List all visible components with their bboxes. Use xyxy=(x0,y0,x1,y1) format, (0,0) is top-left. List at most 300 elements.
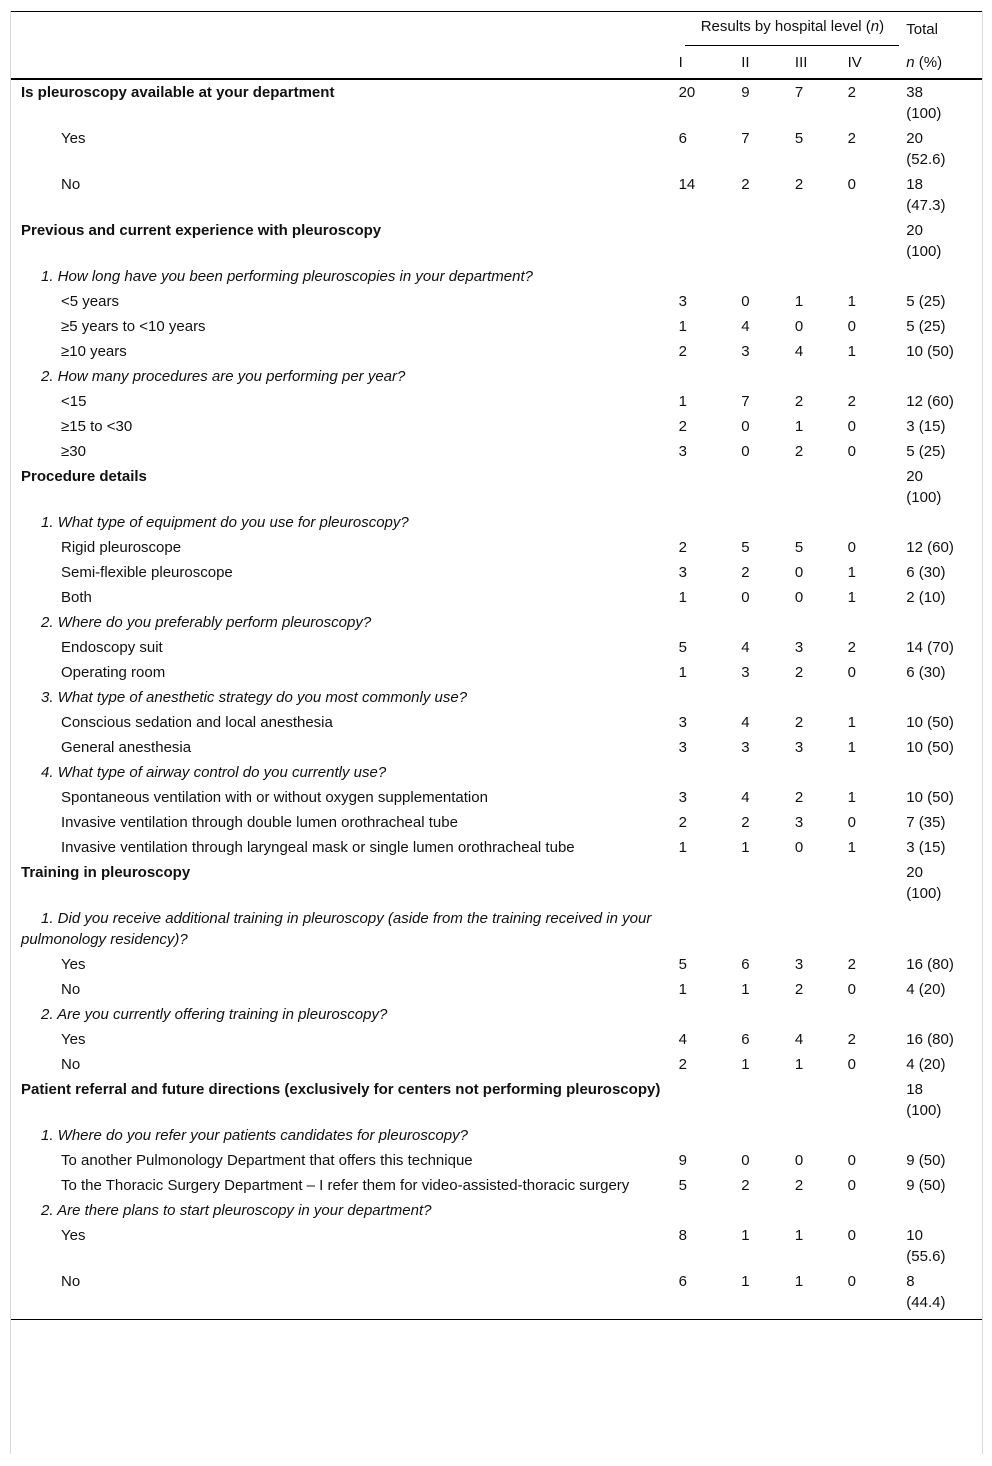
cell-total xyxy=(906,1198,982,1223)
header-blank-2 xyxy=(11,46,679,79)
cell-level-I: 1 xyxy=(678,981,687,998)
total-value: 20 (100) xyxy=(906,468,942,506)
table-row xyxy=(11,1269,982,1320)
cell-level-IV: 0 xyxy=(847,981,856,998)
row-label: Previous and current experience with pleuroscopy xyxy=(21,222,382,239)
total-value: 16 (80) xyxy=(906,1031,954,1048)
total-value: 6 (30) xyxy=(906,564,946,581)
cell-total xyxy=(906,585,982,610)
total-value: 5 (25) xyxy=(906,443,946,460)
group-label-text: Results by hospital level ( xyxy=(700,18,871,35)
cell-level-I: 3 xyxy=(678,739,687,756)
cell-level-II: 7 xyxy=(741,393,750,410)
row-label: Yes xyxy=(61,130,86,147)
cell-level-II xyxy=(741,264,795,289)
cell-level-IV: 0 xyxy=(848,1269,907,1320)
table-row xyxy=(11,1027,982,1052)
table-row xyxy=(11,735,982,760)
row-label: Procedure details xyxy=(21,468,147,485)
table-row xyxy=(11,906,982,952)
total-value: 2 (10) xyxy=(906,589,946,606)
cell-level-III: 3 xyxy=(794,739,804,756)
cell-level-IV: 0 xyxy=(847,1177,856,1194)
table-row xyxy=(11,860,982,906)
table-row xyxy=(11,218,982,264)
cell-level-IV: 0 xyxy=(847,418,856,435)
cell-level-III: 7 xyxy=(794,84,804,101)
row-label: Patient referral and future directions (exclusively for centers not performing pleuroscopy) xyxy=(21,1081,661,1098)
row-label: ≥10 years xyxy=(61,343,127,360)
table-row xyxy=(11,1002,982,1027)
cell-level-III: 0 xyxy=(794,839,804,856)
cell-total xyxy=(906,535,982,560)
cell-total xyxy=(906,560,982,585)
row-label: No xyxy=(61,1056,81,1073)
cell-level-IV xyxy=(848,464,907,510)
total-value: 4 (20) xyxy=(906,1056,946,1073)
cell-level-II xyxy=(741,510,795,535)
cell-total xyxy=(906,860,982,906)
table-row xyxy=(11,464,982,510)
row-label: 2. How many procedures are you performing per year? xyxy=(41,368,406,385)
cell-level-II: 1 xyxy=(741,981,750,998)
cell-total xyxy=(906,952,982,977)
cell-level-IV xyxy=(848,1077,907,1123)
total-value: 10 (50) xyxy=(906,714,954,731)
cell-level-IV: 2 xyxy=(847,956,856,973)
cell-level-II: 6 xyxy=(741,1031,750,1048)
cell-level-II: 2 xyxy=(741,564,750,581)
cell-level-III: 3 xyxy=(794,639,804,656)
cell-level-III: 2 xyxy=(794,714,804,731)
table-row xyxy=(11,1198,982,1223)
cell-level-III: 1 xyxy=(795,1269,848,1320)
table-row xyxy=(11,810,982,835)
cell-level-I xyxy=(679,218,742,264)
total-value: 18 (47.3) xyxy=(906,176,946,214)
table-row xyxy=(11,635,982,660)
total-value: 5 (25) xyxy=(906,318,946,335)
cell-level-III: 0 xyxy=(794,564,804,581)
table-row xyxy=(11,439,982,464)
survey-results-table xyxy=(11,11,982,1320)
cell-level-III xyxy=(795,510,848,535)
row-label: 1. Where do you refer your patients candidates for pleuroscopy? xyxy=(41,1127,468,1144)
row-label: To another Pulmonology Department that offers this technique xyxy=(61,1152,473,1169)
cell-level-II: 5 xyxy=(741,539,750,556)
row-label: 1. Did you receive additional training in pleuroscopy (aside from the training received in your pulmonology residency)? xyxy=(21,910,652,948)
level-III-header: III xyxy=(795,46,848,79)
table-row xyxy=(11,660,982,685)
cell-level-IV: 0 xyxy=(847,1227,856,1244)
cell-total xyxy=(906,835,982,860)
row-label: Semi-flexible pleuroscope xyxy=(61,564,233,581)
total-header: Total xyxy=(906,12,982,47)
cell-level-IV: 2 xyxy=(847,1031,856,1048)
cell-level-III xyxy=(795,906,848,952)
cell-level-II xyxy=(741,760,795,785)
cell-level-IV: 1 xyxy=(847,343,856,360)
cell-level-III: 1 xyxy=(794,1056,804,1073)
cell-total xyxy=(906,1223,982,1269)
cell-level-III: 2 xyxy=(794,443,804,460)
cell-level-IV xyxy=(848,610,907,635)
cell-level-IV: 0 xyxy=(847,1152,856,1169)
row-label: Training in pleuroscopy xyxy=(21,864,191,881)
cell-level-I xyxy=(679,685,742,710)
table-row xyxy=(11,1148,982,1173)
cell-level-II xyxy=(741,1123,795,1148)
cell-total xyxy=(906,1269,982,1320)
table-row xyxy=(11,79,982,126)
cell-level-IV: 0 xyxy=(847,664,856,681)
row-label: 2. Where do you preferably perform pleuroscopy? xyxy=(41,614,372,631)
survey-table-container xyxy=(10,11,983,1454)
row-label: Endoscopy suit xyxy=(61,639,163,656)
row-label: ≥30 xyxy=(61,443,86,460)
table-row xyxy=(11,1077,982,1123)
cell-level-III xyxy=(795,685,848,710)
cell-total xyxy=(906,364,982,389)
cell-level-IV: 1 xyxy=(847,564,856,581)
total-value: 38 (100) xyxy=(906,84,942,122)
cell-level-I: 8 xyxy=(678,1227,687,1244)
cell-level-II xyxy=(741,1077,795,1123)
total-value: 20 (52.6) xyxy=(906,130,946,168)
cell-level-II: 3 xyxy=(741,664,750,681)
cell-level-II: 1 xyxy=(741,1227,750,1244)
cell-level-II: 4 xyxy=(741,714,750,731)
cell-level-I: 1 xyxy=(678,664,687,681)
cell-level-III xyxy=(795,760,848,785)
total-value: 10 (55.6) xyxy=(906,1227,946,1265)
cell-level-IV xyxy=(848,906,907,952)
table-row xyxy=(11,364,982,389)
table-row xyxy=(11,172,982,218)
cell-level-III: 2 xyxy=(794,176,804,193)
cell-level-I xyxy=(679,760,742,785)
cell-level-II xyxy=(741,685,795,710)
cell-level-I: 1 xyxy=(678,839,687,856)
total-value: 5 (25) xyxy=(906,293,946,310)
table-row xyxy=(11,685,982,710)
cell-level-IV xyxy=(848,685,907,710)
cell-total xyxy=(906,1077,982,1123)
cell-level-III: 3 xyxy=(794,814,804,831)
cell-level-II: 0 xyxy=(741,443,750,460)
row-label: 2. Are you currently offering training in pleuroscopy? xyxy=(41,1006,388,1023)
cell-level-II xyxy=(741,464,795,510)
pct-header-n: n xyxy=(906,53,915,71)
total-value: 20 (100) xyxy=(906,222,942,260)
row-label: ≥5 years to <10 years xyxy=(61,318,206,335)
total-value: 12 (60) xyxy=(906,539,954,556)
cell-total xyxy=(906,1052,982,1077)
cell-total xyxy=(906,685,982,710)
hospital-level-group-label xyxy=(685,16,899,46)
total-value: 10 (50) xyxy=(906,789,954,806)
total-value: 9 (50) xyxy=(906,1152,946,1169)
cell-level-III: 0 xyxy=(794,1152,804,1169)
table-row xyxy=(11,610,982,635)
header-blank xyxy=(11,12,679,47)
table-row xyxy=(11,1123,982,1148)
cell-total xyxy=(906,1173,982,1198)
cell-level-IV: 0 xyxy=(847,539,856,556)
total-value: 14 (70) xyxy=(906,639,954,656)
cell-level-IV: 0 xyxy=(847,814,856,831)
cell-level-II: 2 xyxy=(741,814,750,831)
cell-level-I: 6 xyxy=(679,1269,742,1320)
table-body xyxy=(11,79,982,1320)
row-label: Rigid pleuroscope xyxy=(61,539,182,556)
level-I-header: I xyxy=(679,46,742,79)
pct-header-suffix: (%) xyxy=(914,53,943,71)
total-value: 16 (80) xyxy=(906,956,954,973)
table-row xyxy=(11,835,982,860)
cell-level-IV xyxy=(848,760,907,785)
cell-level-II: 1 xyxy=(741,1269,795,1320)
cell-level-I: 2 xyxy=(678,343,687,360)
row-label: Operating room xyxy=(61,664,166,681)
table-row xyxy=(11,389,982,414)
cell-total xyxy=(906,126,982,172)
row-label: No xyxy=(11,1269,679,1320)
cell-level-I xyxy=(679,264,742,289)
cell-level-III: 2 xyxy=(794,393,804,410)
cell-total xyxy=(906,339,982,364)
cell-level-II: 4 xyxy=(741,789,750,806)
cell-level-III: 2 xyxy=(794,1177,804,1194)
table-row xyxy=(11,264,982,289)
cell-level-II: 0 xyxy=(741,1152,750,1169)
cell-level-IV: 0 xyxy=(847,176,856,193)
total-value: 8 (44.4) xyxy=(906,1273,946,1311)
total-value: 3 (15) xyxy=(906,839,946,856)
total-value: 7 (35) xyxy=(906,814,946,831)
cell-total xyxy=(906,610,982,635)
row-label: Is pleuroscopy available at your department xyxy=(21,84,335,101)
cell-level-II: 0 xyxy=(741,293,750,310)
cell-level-III xyxy=(795,364,848,389)
cell-level-II: 6 xyxy=(741,956,750,973)
cell-total xyxy=(906,314,982,339)
row-label: No xyxy=(61,176,81,193)
row-label: Yes xyxy=(61,1227,86,1244)
cell-total xyxy=(906,79,982,126)
row-label: 1. What type of equipment do you use for pleuroscopy? xyxy=(41,514,409,531)
cell-level-IV xyxy=(848,1198,907,1223)
table-row xyxy=(11,785,982,810)
cell-level-IV xyxy=(848,510,907,535)
cell-level-I xyxy=(679,364,742,389)
cell-total xyxy=(906,1002,982,1027)
cell-total xyxy=(906,414,982,439)
cell-level-II: 9 xyxy=(741,84,750,101)
cell-total xyxy=(906,218,982,264)
cell-level-II xyxy=(741,610,795,635)
cell-level-II xyxy=(741,1002,795,1027)
cell-level-III: 2 xyxy=(794,789,804,806)
total-value: 4 (20) xyxy=(906,981,946,998)
total-value: 10 (50) xyxy=(906,739,954,756)
cell-total xyxy=(906,289,982,314)
cell-level-I: 3 xyxy=(678,714,687,731)
cell-total xyxy=(906,464,982,510)
table-row xyxy=(11,710,982,735)
row-label: Both xyxy=(61,589,92,606)
cell-level-IV xyxy=(848,860,907,906)
cell-level-II xyxy=(741,1198,795,1223)
row-label: Conscious sedation and local anesthesia xyxy=(61,714,333,731)
cell-level-I: 3 xyxy=(678,789,687,806)
cell-level-III xyxy=(795,218,848,264)
cell-level-I xyxy=(679,906,742,952)
total-value: 6 (30) xyxy=(906,664,946,681)
cell-level-II: 3 xyxy=(741,739,750,756)
cell-level-I: 3 xyxy=(678,564,687,581)
level-IV-header: IV xyxy=(848,46,907,79)
cell-level-IV xyxy=(848,1123,907,1148)
cell-level-I: 5 xyxy=(678,956,687,973)
pct-header xyxy=(906,46,982,79)
cell-total xyxy=(906,510,982,535)
cell-level-IV: 1 xyxy=(847,839,856,856)
cell-level-I: 5 xyxy=(678,639,687,656)
group-label-suffix: ) xyxy=(879,18,885,35)
cell-level-III: 4 xyxy=(794,343,804,360)
cell-level-II xyxy=(741,364,795,389)
cell-level-I: 4 xyxy=(678,1031,687,1048)
total-value: 12 (60) xyxy=(906,393,954,410)
cell-total xyxy=(906,172,982,218)
cell-total xyxy=(906,735,982,760)
cell-level-I: 1 xyxy=(678,589,687,606)
row-label: Spontaneous ventilation with or without oxygen supplementation xyxy=(61,789,488,806)
table-row xyxy=(11,760,982,785)
total-value: 10 (50) xyxy=(906,343,954,360)
cell-level-IV: 1 xyxy=(847,714,856,731)
cell-level-I xyxy=(679,1002,742,1027)
row-label: Invasive ventilation through laryngeal mask or single lumen orothracheal tube xyxy=(61,839,575,856)
cell-level-III: 1 xyxy=(794,1227,804,1244)
cell-level-I xyxy=(679,464,742,510)
cell-level-III xyxy=(795,860,848,906)
cell-level-II: 4 xyxy=(741,639,750,656)
cell-total xyxy=(906,1123,982,1148)
cell-total xyxy=(906,810,982,835)
cell-level-III: 1 xyxy=(794,418,804,435)
cell-level-I: 3 xyxy=(678,443,687,460)
row-label: ≥15 to <30 xyxy=(61,418,133,435)
table-row xyxy=(11,535,982,560)
cell-level-III: 3 xyxy=(794,956,804,973)
row-label: Yes xyxy=(61,1031,86,1048)
cell-level-III: 5 xyxy=(794,539,804,556)
cell-level-I xyxy=(679,860,742,906)
cell-total xyxy=(906,906,982,952)
cell-level-I: 2 xyxy=(678,814,687,831)
cell-level-I xyxy=(679,510,742,535)
cell-level-III: 2 xyxy=(794,664,804,681)
cell-level-II xyxy=(741,218,795,264)
row-label: <5 years xyxy=(61,293,119,310)
row-label: 1. How long have you been performing pleuroscopies in your department? xyxy=(41,268,533,285)
cell-level-I: 1 xyxy=(678,318,687,335)
level-II-header: II xyxy=(741,46,795,79)
cell-level-IV: 0 xyxy=(847,443,856,460)
row-label: To the Thoracic Surgery Department – I refer them for video-assisted-thoracic surgery xyxy=(61,1177,630,1194)
total-value: 20 (100) xyxy=(906,864,942,902)
cell-level-II: 3 xyxy=(741,343,750,360)
table-row xyxy=(11,126,982,172)
cell-level-IV: 1 xyxy=(847,789,856,806)
row-label: 3. What type of anesthetic strategy do you most commonly use? xyxy=(41,689,468,706)
cell-level-III: 0 xyxy=(794,589,804,606)
table-row xyxy=(11,339,982,364)
cell-level-II xyxy=(741,906,795,952)
row-label: 4. What type of airway control do you currently use? xyxy=(41,764,387,781)
cell-level-IV: 2 xyxy=(847,84,856,101)
cell-total xyxy=(906,710,982,735)
table-row xyxy=(11,977,982,1002)
row-label: <15 xyxy=(61,393,87,410)
cell-level-II xyxy=(741,860,795,906)
cell-level-I: 5 xyxy=(678,1177,687,1194)
cell-level-III: 4 xyxy=(794,1031,804,1048)
cell-level-III xyxy=(795,264,848,289)
cell-total xyxy=(906,264,982,289)
cell-level-II: 0 xyxy=(741,418,750,435)
cell-total xyxy=(906,660,982,685)
row-label: Yes xyxy=(61,956,86,973)
cell-level-II: 0 xyxy=(741,589,750,606)
cell-level-I xyxy=(679,1198,742,1223)
cell-total xyxy=(906,1027,982,1052)
cell-total xyxy=(906,760,982,785)
cell-level-III xyxy=(795,1002,848,1027)
cell-level-IV: 1 xyxy=(847,739,856,756)
cell-level-IV: 2 xyxy=(847,393,856,410)
cell-level-I: 1 xyxy=(678,393,687,410)
row-label: 2. Are there plans to start pleuroscopy in your department? xyxy=(41,1202,432,1219)
cell-level-III xyxy=(795,610,848,635)
table-row xyxy=(11,585,982,610)
cell-level-I xyxy=(679,610,742,635)
total-value: 3 (15) xyxy=(906,418,946,435)
cell-level-I xyxy=(679,1077,742,1123)
total-value: 18 (100) xyxy=(906,1081,942,1119)
cell-level-III xyxy=(795,1077,848,1123)
table-row xyxy=(11,510,982,535)
cell-level-IV xyxy=(848,218,907,264)
cell-level-IV: 2 xyxy=(847,130,856,147)
cell-level-IV: 0 xyxy=(847,318,856,335)
row-label: General anesthesia xyxy=(61,739,192,756)
cell-level-III xyxy=(795,1123,848,1148)
cell-total xyxy=(906,635,982,660)
cell-level-II: 7 xyxy=(741,130,750,147)
cell-total xyxy=(906,977,982,1002)
cell-level-IV: 2 xyxy=(847,639,856,656)
total-value: 9 (50) xyxy=(906,1177,946,1194)
cell-level-II: 2 xyxy=(741,1177,750,1194)
row-label: Invasive ventilation through double lumen orothracheal tube xyxy=(61,814,458,831)
cell-level-III xyxy=(795,464,848,510)
cell-level-I: 2 xyxy=(678,418,687,435)
cell-level-III: 2 xyxy=(794,981,804,998)
table-row xyxy=(11,560,982,585)
